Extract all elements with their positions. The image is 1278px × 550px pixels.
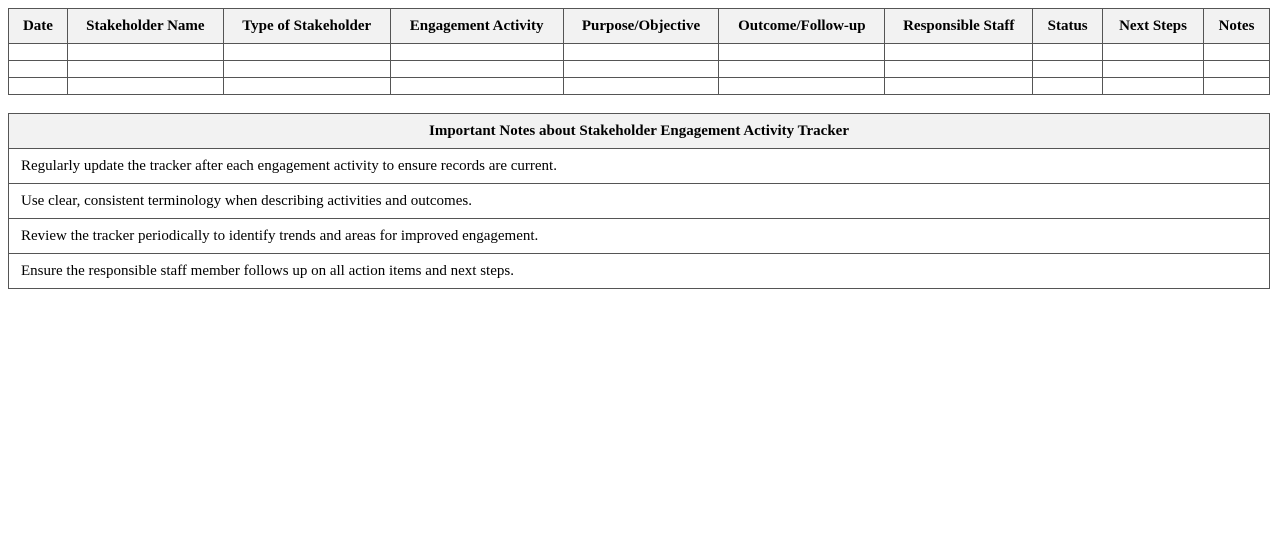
table-cell[interactable] [223,44,390,61]
table-row [9,61,1270,78]
note-row [9,149,1270,184]
table-cell[interactable] [67,78,223,95]
table-cell[interactable] [1033,61,1103,78]
table-cell[interactable] [390,61,563,78]
table-cell[interactable] [563,78,719,95]
note-row [9,254,1270,289]
note-item: Regularly update the tracker after each engagement activity to ensure records are current. [9,149,1270,184]
note-item: Review the tracker periodically to identify trends and areas for improved engagement. [9,219,1270,254]
table-cell[interactable] [9,78,68,95]
column-header-type-of-stakeholder: Type of Stakeholder [223,9,390,44]
table-cell[interactable] [9,44,68,61]
table-row [9,44,1270,61]
important-notes-table [8,113,1270,289]
column-header-date: Date [9,9,68,44]
column-header-purpose-objective: Purpose/Objective [563,9,719,44]
table-cell[interactable] [1103,44,1204,61]
column-header-outcome-follow-up: Outcome/Follow-up [719,9,885,44]
table-cell[interactable] [223,61,390,78]
table-cell[interactable] [885,44,1033,61]
table-cell[interactable] [1033,44,1103,61]
note-item: Use clear, consistent terminology when describing activities and outcomes. [9,184,1270,219]
table-cell[interactable] [67,44,223,61]
table-cell[interactable] [719,61,885,78]
table-cell[interactable] [1204,44,1270,61]
table-cell[interactable] [885,78,1033,95]
note-row [9,219,1270,254]
table-cell[interactable] [390,78,563,95]
table-cell[interactable] [9,61,68,78]
table-cell[interactable] [563,61,719,78]
tracker-header-row [9,9,1270,44]
column-header-next-steps: Next Steps [1103,9,1204,44]
table-cell[interactable] [885,61,1033,78]
column-header-notes: Notes [1204,9,1270,44]
engagement-tracker-table [8,8,1270,95]
table-cell[interactable] [1033,78,1103,95]
table-cell[interactable] [1204,61,1270,78]
column-header-engagement-activity: Engagement Activity [390,9,563,44]
column-header-responsible-staff: Responsible Staff [885,9,1033,44]
note-row [9,184,1270,219]
table-cell[interactable] [223,78,390,95]
column-header-stakeholder-name: Stakeholder Name [67,9,223,44]
table-cell[interactable] [719,78,885,95]
column-header-status: Status [1033,9,1103,44]
notes-title: Important Notes about Stakeholder Engagement Activity Tracker [9,114,1270,149]
table-cell[interactable] [390,44,563,61]
table-cell[interactable] [1204,78,1270,95]
notes-header-row [9,114,1270,149]
table-cell[interactable] [719,44,885,61]
table-cell[interactable] [1103,78,1204,95]
table-row [9,78,1270,95]
table-cell[interactable] [1103,61,1204,78]
table-cell[interactable] [67,61,223,78]
table-cell[interactable] [563,44,719,61]
note-item: Ensure the responsible staff member follows up on all action items and next steps. [9,254,1270,289]
